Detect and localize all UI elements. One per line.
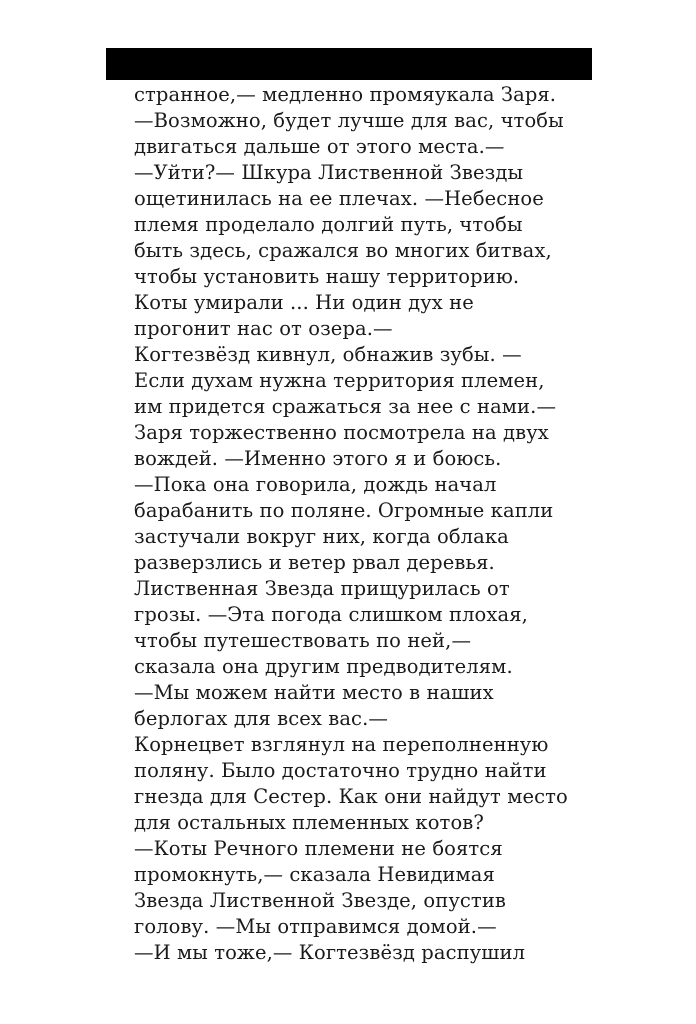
text-line: промокнуть,— сказала Невидимая bbox=[134, 863, 495, 886]
text-line: берлогах для всех вас.— bbox=[134, 707, 388, 730]
text-line: прогонит нас от озера.— bbox=[134, 317, 393, 340]
text-line: —Мы можем найти место в наших bbox=[134, 681, 494, 704]
text-line: Коты умирали ... Ни один дух не bbox=[134, 291, 474, 314]
text-line: Когтезвёзд кивнул, обнажив зубы. — bbox=[134, 343, 522, 366]
text-line: гнезда для Сестер. Как они найдут место bbox=[134, 785, 568, 808]
text-line: чтобы установить нашу территорию. bbox=[134, 265, 520, 288]
text-line: застучали вокруг них, когда облака bbox=[134, 525, 509, 548]
text-line: Заря торжественно посмотрела на двух bbox=[134, 421, 549, 444]
text-line: сказала она другим предводителям. bbox=[134, 655, 513, 678]
text-line: барабанить по поляне. Огромные капли bbox=[134, 499, 554, 522]
text-line: быть здесь, сражался во многих битвах, bbox=[134, 239, 552, 262]
text-line: грозы. —Эта погода слишком плохая, bbox=[134, 603, 528, 626]
text-line: —Возможно, будет лучше для вас, чтобы bbox=[134, 109, 564, 132]
text-line: двигаться дальше от этого места.— bbox=[134, 135, 505, 158]
text-line: Если духам нужна территория племен, bbox=[134, 369, 545, 392]
text-line: Корнецвет взглянул на переполненную bbox=[134, 733, 549, 756]
text-line: ощетинилась на ее плечах. —Небесное bbox=[134, 187, 544, 210]
text-line: Звезда Лиственной Звезде, опустив bbox=[134, 889, 507, 912]
text-line: для остальных племенных котов? bbox=[134, 811, 484, 834]
text-line: им придется сражаться за нее с нами.— bbox=[134, 395, 557, 418]
text-line: разверзлись и ветер рвал деревья. bbox=[134, 551, 495, 574]
text-line: племя проделало долгий путь, чтобы bbox=[134, 213, 523, 236]
text-line: голову. —Мы отправимся домой.— bbox=[134, 915, 497, 938]
body-text bbox=[134, 82, 594, 966]
redaction-bar bbox=[106, 48, 592, 80]
text-line: —Пока она говорила, дождь начал bbox=[134, 473, 497, 496]
text-line: вождей. —Именно этого я и боюсь. bbox=[134, 447, 502, 470]
text-line: —Уйти?— Шкура Лиственной Звезды bbox=[134, 161, 524, 184]
text-line: чтобы путешествовать по ней,— bbox=[134, 629, 472, 652]
text-line: поляну. Было достаточно трудно найти bbox=[134, 759, 547, 782]
text-line: —Коты Речного племени не боятся bbox=[134, 837, 503, 860]
text-line: —И мы тоже,— Когтезвёзд распушил bbox=[134, 941, 526, 964]
text-line: Лиственная Звезда прищурилась от bbox=[134, 577, 510, 600]
text-line: странное,— медленно промяукала Заря. bbox=[134, 83, 557, 106]
